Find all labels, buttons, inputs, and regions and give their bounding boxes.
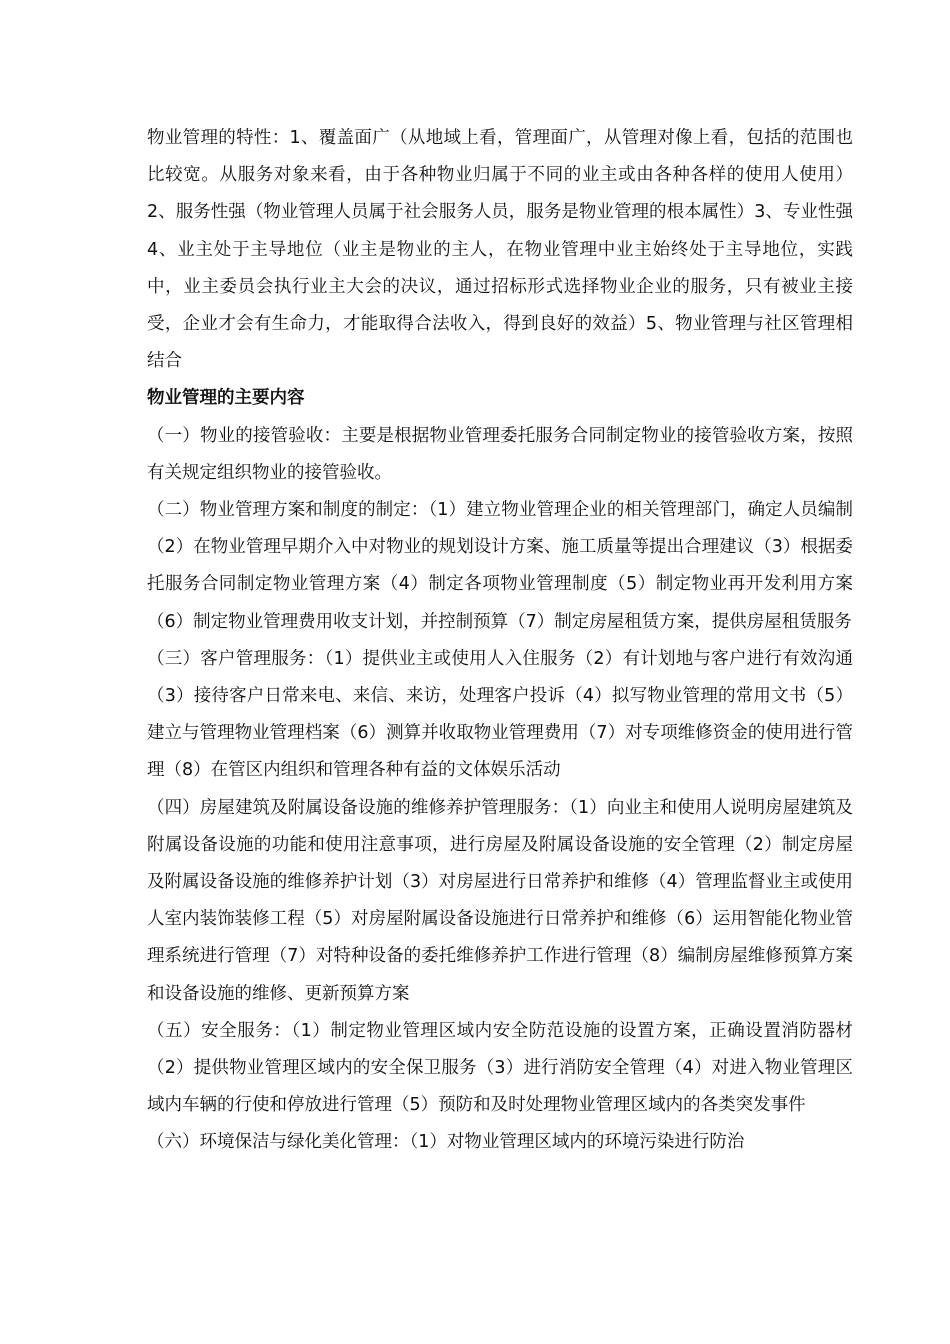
- intro-paragraph: 物业管理的特性：1、覆盖面广（从地域上看，管理面广，从管理对像上看，包括的范围也比较宽。从服务对象来看，由于各种物业归属于不同的业主或由各种各样的使用人使用）2、服务性强（物业管理人员属于社会服务人员，服务是物业管理的根本属性）3、专业性强 4、业主处于主导地位（业主是物业的主人，在物业管理中业主始终处于主导地位，实践中，业主委员会执行业主大会的决议，通过招标形式选择物业企业的服务，只有被业主接受，企业才会有生命力，才能取得合法收入，得到良好的效益）5、物业管理与社区管理相结合: [147, 128, 853, 372]
- section-paragraph-5: （五）安全服务：（1）制定物业管理区域内安全防范设施的设置方案，正确设置消防器材（2）提供物业管理区域内的安全保卫服务（3）进行消防安全管理（4）对进入物业管理区域内车辆的行使和停放进行管理（5）预防和及时处理物业管理区域内的各类突发事件: [147, 1020, 853, 1116]
- section-paragraph-2: （二）物业管理方案和制度的制定：（1）建立物业管理企业的相关管理部门，确定人员编制（2）在物业管理早期介入中对物业的规划设计方案、施工质量等提出合理建议（3）根据委托服务合同制定物业管理方案（4）制定各项物业管理制度（5）制定物业再开发利用方案（6）制定物业管理费用收支计划，并控制预算（7）制定房屋租赁方案，提供房屋租赁服务: [147, 500, 853, 632]
- section-heading: 物业管理的主要内容: [147, 388, 305, 409]
- document-body: [147, 120, 853, 1162]
- section-paragraph-4: （四）房屋建筑及附属设备设施的维修养护管理服务：（1）向业主和使用人说明房屋建筑及附属设备设施的功能和使用注意事项，进行房屋及附属设备设施的安全管理（2）制定房屋及附属设备设施的维修养护计划（3）对房屋进行日常养护和维修（4）管理监督业主或使用人室内装饰装修工程（5）对房屋附属设备设施进行日常养护和维修（6）运用智能化物业管理系统进行管理（7）对特种设备的委托维修养护工作进行管理（8）编制房屋维修预算方案和设备设施的维修、更新预算方案: [147, 797, 853, 1004]
- section-paragraph-1: （一）物业的接管验收：主要是根据物业管理委托服务合同制定物业的接管验收方案，按照有关规定组织物业的接管验收。: [147, 425, 853, 483]
- section-paragraph-6: （六）环境保洁与绿化美化管理：（1）对物业管理区域内的环境污染进行防治: [147, 1132, 745, 1153]
- section-paragraph-3: （三）客户管理服务：（1）提供业主或使用人入住服务（2）有计划地与客户进行有效沟通（3）接待客户日常来电、来信、来访，处理客户投诉（4）拟写物业管理的常用文书（5）建立与管理物业管理档案（6）测算并收取物业管理费用（7）对专项维修资金的使用进行管理（8）在管区内组织和管理各种有益的文体娱乐活动: [147, 648, 853, 781]
